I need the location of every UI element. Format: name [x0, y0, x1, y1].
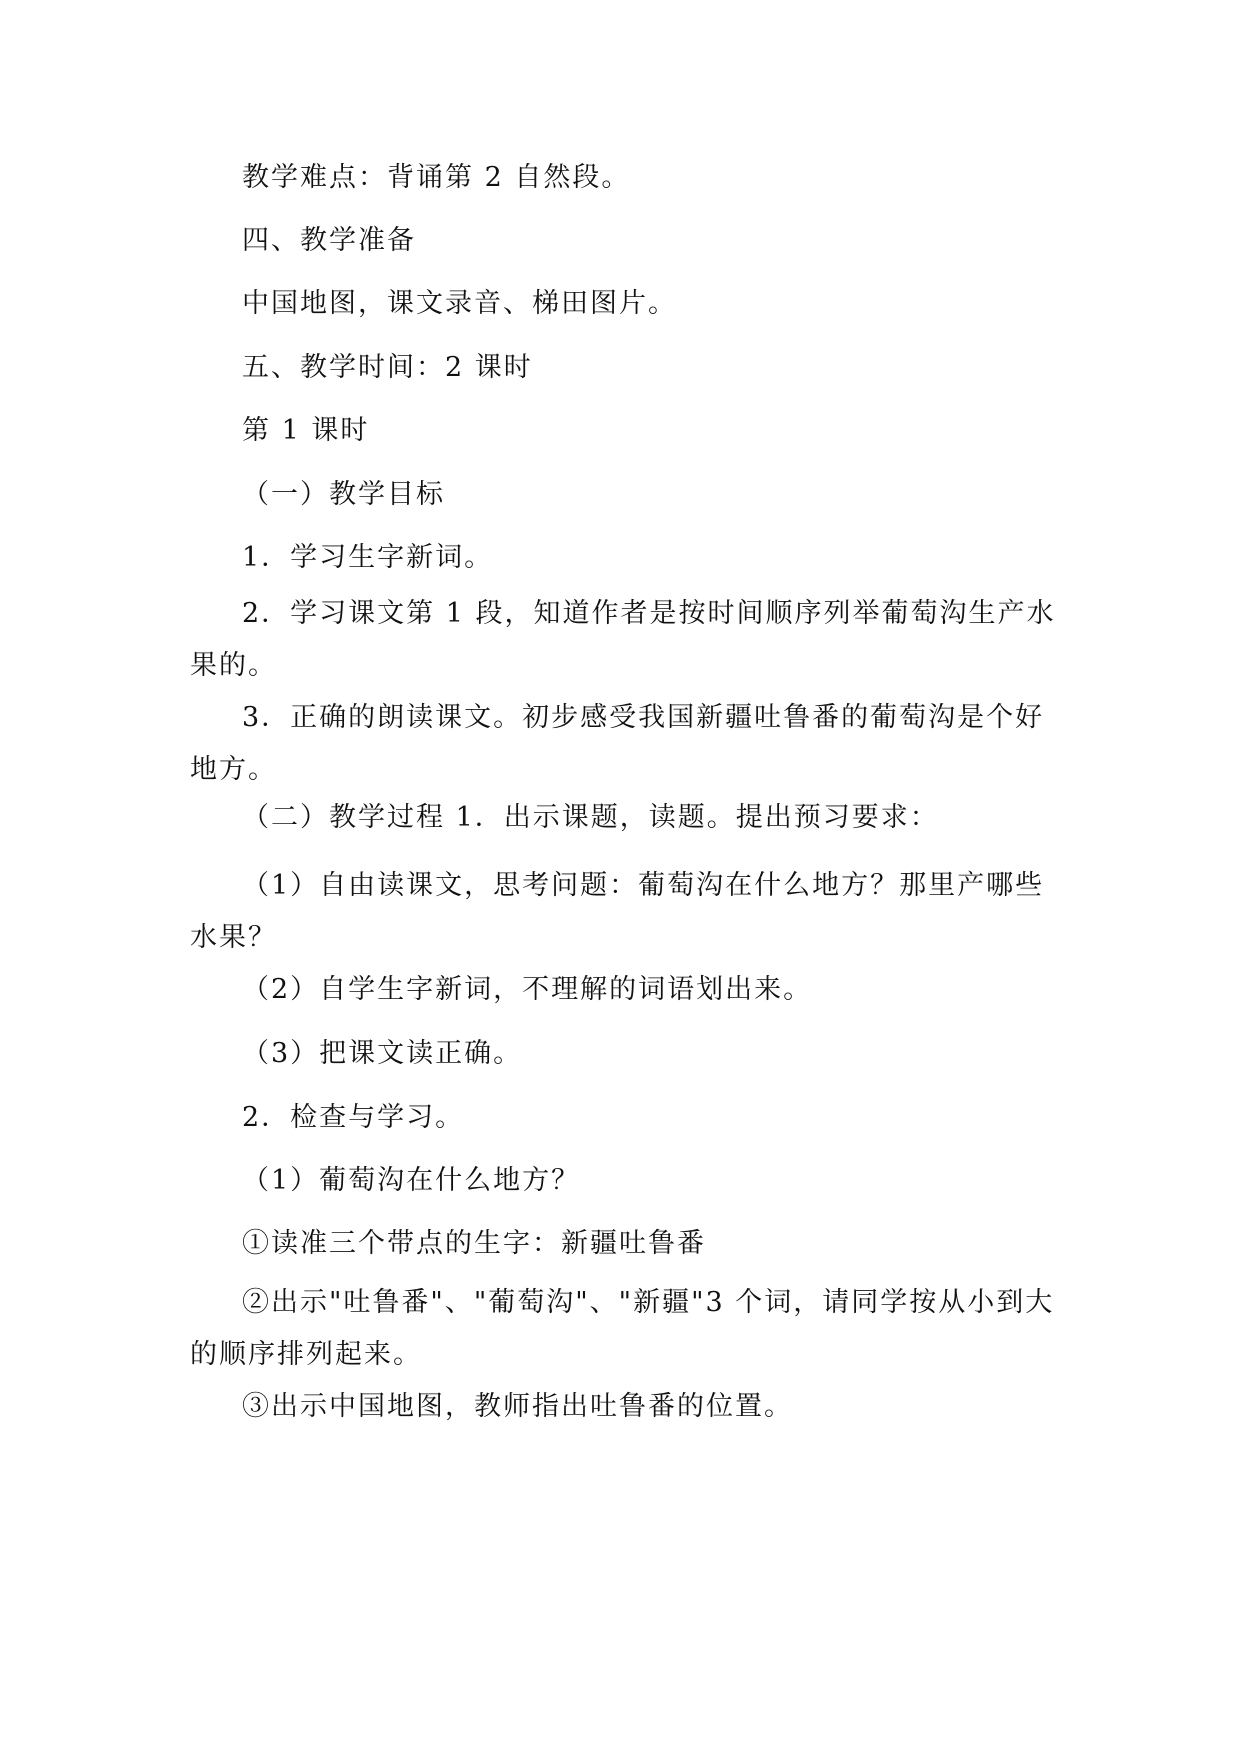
- question-location: （1）葡萄沟在什么地方？: [242, 1165, 581, 1196]
- lesson-heading: 第 1 课时: [242, 415, 370, 446]
- objective-item-1: 1．学习生字新词。: [242, 542, 494, 573]
- section-heading-preparation: 四、教学准备: [242, 225, 416, 256]
- check-and-learn-heading: 2．检查与学习。: [242, 1102, 465, 1133]
- objective-item-2: 2．学习课文第 1 段，知道作者是按时间顺序列举葡萄沟生产水果的。: [190, 598, 1056, 681]
- step-circled-1: ①读准三个带点的生字：新疆吐鲁番: [242, 1228, 706, 1259]
- process-heading: （二）教学过程 1．出示课题，读题。提出预习要求：: [242, 802, 939, 833]
- section-heading-time: 五、教学时间：2 课时: [242, 352, 533, 383]
- preparation-materials: 中国地图，课文录音、梯田图片。: [242, 288, 677, 319]
- objective-item-3: 3．正确的朗读课文。初步感受我国新疆吐鲁番的葡萄沟是个好地方。: [190, 702, 1045, 785]
- preview-requirement-1: （1）自由读课文，思考问题：葡萄沟在什么地方？那里产哪些水果？: [190, 870, 1045, 953]
- preview-requirement-2: （2）自学生字新词，不理解的词语划出来。: [242, 974, 813, 1005]
- objectives-heading: （一）教学目标: [242, 479, 445, 510]
- teaching-difficulty: 教学难点：背诵第 2 自然段。: [242, 162, 631, 193]
- step-circled-2: ②出示"吐鲁番"、"葡萄沟"、"新疆"3 个词，请同学按从小到大的顺序排列起来。: [190, 1287, 1055, 1370]
- preview-requirement-3: （3）把课文读正确。: [242, 1038, 523, 1069]
- step-circled-3: ③出示中国地图，教师指出吐鲁番的位置。: [242, 1391, 793, 1422]
